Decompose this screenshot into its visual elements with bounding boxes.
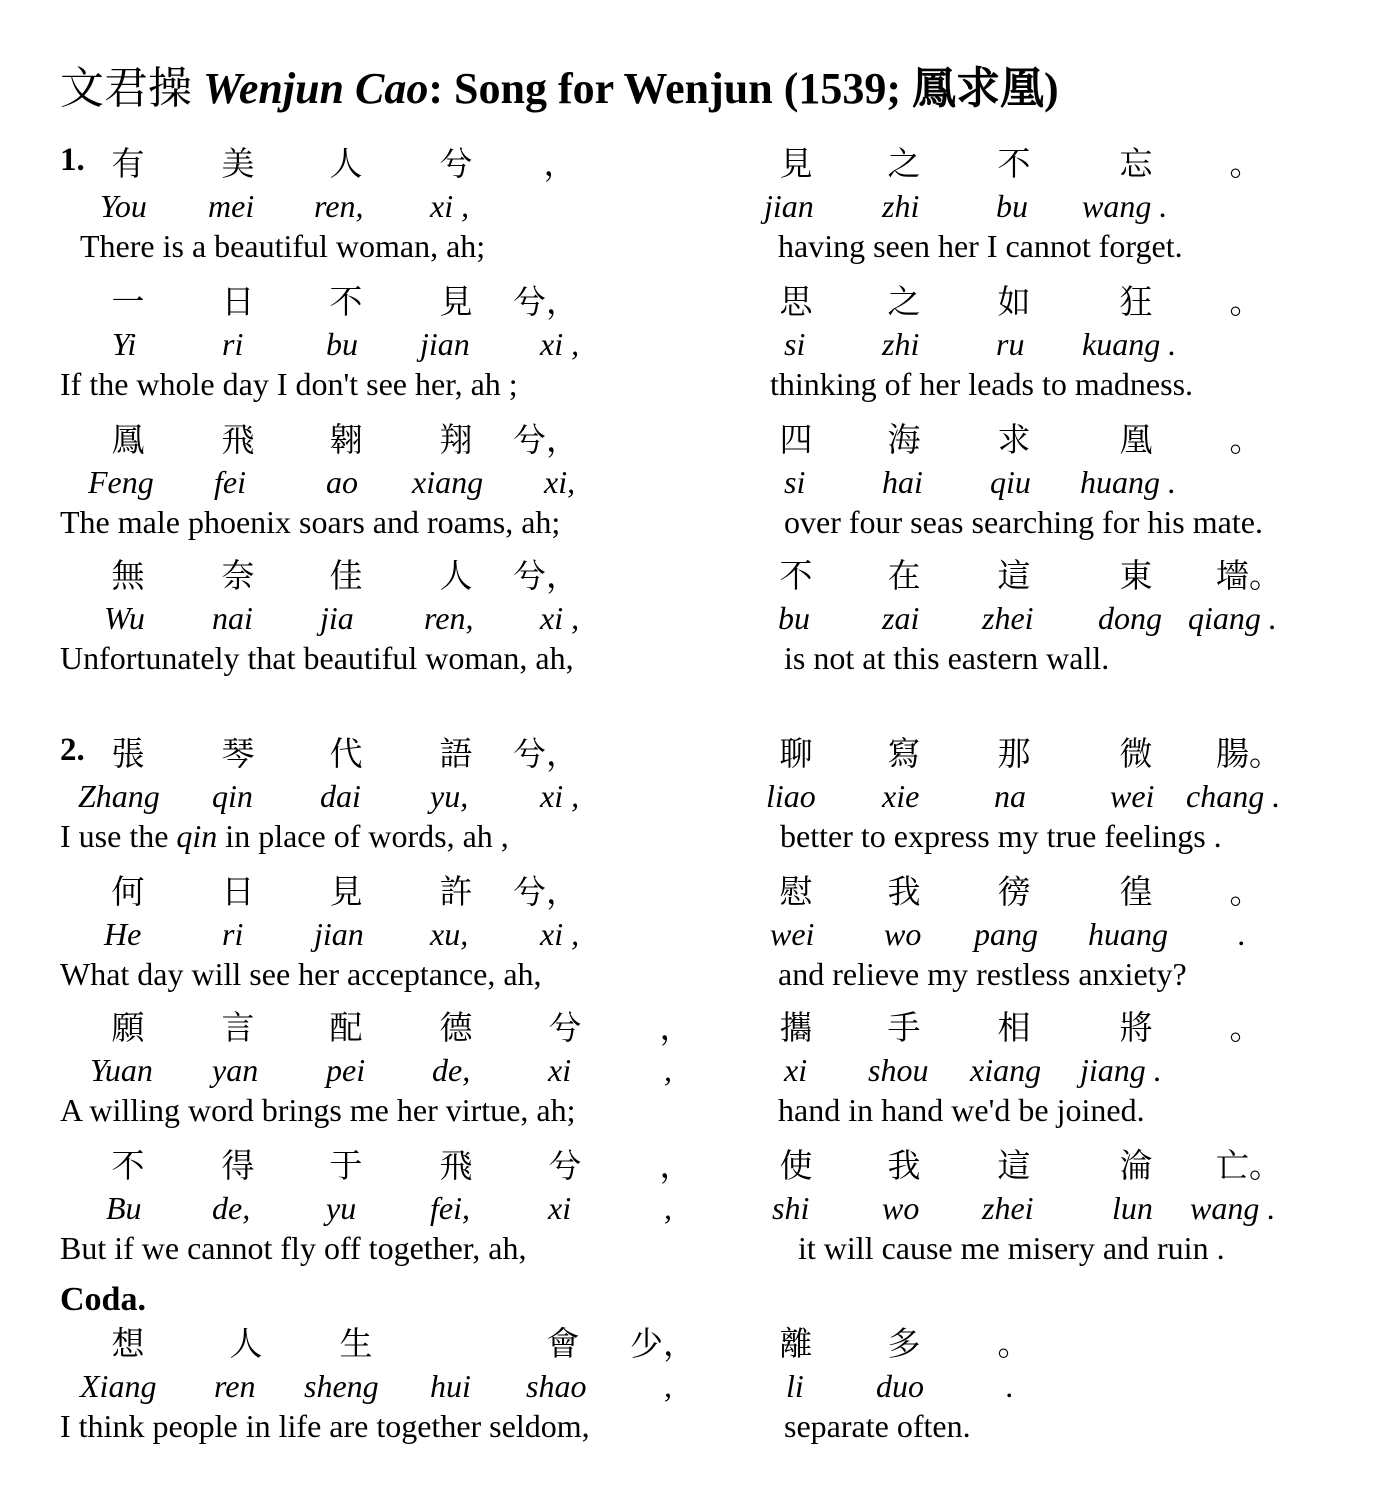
- pinyin-word: xi: [548, 1190, 572, 1226]
- english-text: I use the: [60, 818, 177, 854]
- pinyin-word: ren: [214, 1368, 256, 1404]
- chinese-char: 四: [779, 420, 813, 459]
- pinyin-word: yu,: [430, 778, 469, 814]
- chinese-char: 兮，: [513, 282, 579, 321]
- english-translation: better to express my true feelings .: [780, 818, 1222, 854]
- pinyin-word: jian: [314, 916, 364, 952]
- stanza-number: 1.: [60, 142, 85, 178]
- chinese-char: 飛: [221, 420, 255, 459]
- chinese-char: 如: [997, 282, 1031, 321]
- pinyin-word: xi,: [544, 464, 576, 500]
- pinyin-word: shi: [772, 1190, 810, 1226]
- pinyin-word: yu: [326, 1190, 357, 1226]
- chinese-char: 那: [997, 734, 1031, 773]
- chinese-char: 鳳: [111, 420, 145, 459]
- pinyin-word: fei: [214, 464, 246, 500]
- pinyin-word: qiang .: [1188, 600, 1277, 636]
- pinyin-word: zhei: [982, 600, 1034, 636]
- chinese-char: 相: [997, 1008, 1031, 1047]
- pinyin-word: si: [784, 464, 806, 500]
- pinyin-word: si: [784, 326, 806, 362]
- pinyin-word: bu: [778, 600, 810, 636]
- chinese-char: 配: [329, 1008, 363, 1047]
- chinese-char: 寫: [887, 734, 921, 773]
- pinyin-word: You: [100, 188, 147, 224]
- pinyin-word: ,: [664, 1368, 672, 1404]
- pinyin-word: Yi: [112, 326, 137, 362]
- chinese-char: 不: [779, 556, 813, 595]
- stanza-number: 2.: [60, 732, 85, 768]
- chinese-char: 人: [439, 556, 473, 595]
- chinese-char: 淪: [1119, 1146, 1153, 1185]
- pinyin-word: duo: [876, 1368, 924, 1404]
- pinyin-word: Wu: [104, 600, 145, 636]
- chinese-char: 人: [329, 144, 363, 183]
- chinese-char: 見: [439, 282, 473, 321]
- pinyin-word: xi ,: [540, 326, 580, 362]
- pinyin-word: bu: [326, 326, 358, 362]
- chinese-char: 有: [111, 144, 145, 183]
- chinese-char: 這: [997, 1146, 1031, 1185]
- pinyin-word: dai: [320, 778, 361, 814]
- chinese-char: 徬: [997, 872, 1031, 911]
- chinese-char: 日: [221, 282, 255, 321]
- chinese-char: 聊: [779, 734, 813, 773]
- pinyin-word: jian: [764, 188, 814, 224]
- chinese-char: 會: [546, 1324, 580, 1363]
- english-translation: What day will see her acceptance, ah,: [60, 956, 542, 992]
- chinese-char: ，: [659, 1146, 693, 1185]
- chinese-char: 于: [329, 1146, 363, 1185]
- english-translation: over four seas searching for his mate.: [784, 504, 1263, 540]
- pinyin-word: zhi: [882, 188, 920, 224]
- pinyin-word: ren,: [424, 600, 474, 636]
- coda-label: Coda.: [60, 1281, 146, 1318]
- pinyin-word: xi ,: [430, 188, 470, 224]
- pinyin-word: huang: [1088, 916, 1168, 952]
- chinese-char: 無: [111, 556, 145, 595]
- chinese-char: 少，: [630, 1324, 696, 1363]
- chinese-char: 徨: [1119, 872, 1153, 911]
- pinyin-word: wei: [770, 916, 815, 952]
- chinese-char: 思: [779, 282, 813, 321]
- chinese-char: ，: [659, 1008, 693, 1047]
- english-translation: separate often.: [784, 1408, 971, 1444]
- pinyin-word: mei: [208, 188, 255, 224]
- chinese-char: 飛: [439, 1146, 473, 1185]
- chinese-char: 兮，: [513, 872, 579, 911]
- chinese-char: 語: [439, 734, 473, 773]
- pinyin-word: xu,: [430, 916, 469, 952]
- chinese-char: 。: [1229, 282, 1263, 321]
- chinese-char: 手: [887, 1008, 921, 1047]
- chinese-char: 在: [887, 556, 921, 595]
- chinese-char: 何: [111, 872, 145, 911]
- chinese-char: 東: [1119, 556, 1153, 595]
- pinyin-word: bu: [996, 188, 1028, 224]
- chinese-char: 亡。: [1216, 1146, 1282, 1185]
- pinyin-word: chang .: [1186, 778, 1281, 814]
- chinese-char: 腸。: [1216, 734, 1282, 773]
- pinyin-word: Feng: [88, 464, 154, 500]
- chinese-char: 代: [329, 734, 363, 773]
- chinese-char: 海: [887, 420, 921, 459]
- pinyin-word: xi ,: [540, 600, 580, 636]
- pinyin-word: He: [104, 916, 142, 952]
- english-translation: There is a beautiful woman, ah;: [80, 228, 486, 264]
- chinese-char: 一: [111, 282, 145, 321]
- english-translation: The male phoenix soars and roams, ah;: [60, 504, 561, 540]
- pinyin-word: xi: [548, 1052, 572, 1088]
- chinese-char: 。: [1229, 872, 1263, 911]
- chinese-char: 微: [1119, 734, 1153, 773]
- english-translation: A willing word brings me her virtue, ah;: [60, 1092, 576, 1128]
- title-rest: : Song for Wenjun (1539; 鳳求凰): [428, 64, 1059, 113]
- chinese-char: 不: [997, 144, 1031, 183]
- pinyin-word: pei: [326, 1052, 366, 1088]
- chinese-char: 不: [111, 1146, 145, 1185]
- pinyin-word: ri: [222, 326, 244, 362]
- english-translation: is not at this eastern wall.: [784, 640, 1110, 676]
- chinese-char: 。: [1229, 420, 1263, 459]
- chinese-char: 翔: [439, 420, 473, 459]
- pinyin-word: wang .: [1190, 1190, 1276, 1226]
- chinese-char: 德: [439, 1008, 473, 1047]
- page-title: [60, 52, 1059, 116]
- chinese-char: 。: [1229, 1008, 1263, 1047]
- pinyin-word: pang: [974, 916, 1038, 952]
- chinese-char: 兮，: [513, 420, 579, 459]
- chinese-char: 兮: [548, 1146, 582, 1185]
- pinyin-word: dong: [1098, 600, 1162, 636]
- chinese-char: 之: [887, 144, 921, 183]
- title-italic: Wenjun Cao: [203, 64, 429, 113]
- chinese-char: 我: [887, 1146, 921, 1185]
- pinyin-word: shou: [868, 1052, 929, 1088]
- pinyin-word: zhi: [882, 326, 920, 362]
- chinese-char: 生: [339, 1324, 373, 1363]
- chinese-char: 這: [997, 556, 1031, 595]
- chinese-char: 兮，: [513, 556, 579, 595]
- chinese-char: 美: [221, 144, 255, 183]
- english-translation: [60, 816, 509, 856]
- chinese-char: 翱: [329, 420, 363, 459]
- pinyin-word: xi ,: [540, 916, 580, 952]
- chinese-char: ，: [543, 144, 577, 183]
- pinyin-word: na: [994, 778, 1026, 814]
- chinese-char: 慰: [779, 872, 813, 911]
- chinese-char: 將: [1119, 1008, 1153, 1047]
- chinese-char: 見: [779, 144, 813, 183]
- pinyin-word: shao: [526, 1368, 587, 1404]
- english-translation: If the whole day I don't see her, ah ;: [60, 366, 518, 402]
- chinese-char: 奈: [221, 556, 255, 595]
- chinese-char: 求: [997, 420, 1031, 459]
- chinese-char: 得: [221, 1146, 255, 1185]
- chinese-char: 凰: [1119, 420, 1153, 459]
- pinyin-word: wo: [882, 1190, 920, 1226]
- pinyin-word: jian: [420, 326, 470, 362]
- pinyin-word: ru: [996, 326, 1025, 362]
- pinyin-word: fei,: [430, 1190, 470, 1226]
- chinese-char: 狂: [1119, 282, 1153, 321]
- chinese-char: 忘: [1119, 144, 1153, 183]
- chinese-char: 。: [997, 1324, 1031, 1363]
- chinese-char: 日: [221, 872, 255, 911]
- pinyin-word: yan: [212, 1052, 259, 1088]
- pinyin-word: hai: [882, 464, 923, 500]
- pinyin-word: de,: [432, 1052, 471, 1088]
- chinese-char: 多: [887, 1324, 921, 1363]
- pinyin-word: xiang: [412, 464, 484, 500]
- pinyin-word: sheng: [304, 1368, 379, 1404]
- chinese-char: 許: [439, 872, 473, 911]
- pinyin-word: kuang .: [1082, 326, 1177, 362]
- pinyin-word: Zhang: [78, 778, 160, 814]
- pinyin-word: zhei: [982, 1190, 1034, 1226]
- pinyin-word: hui: [430, 1368, 471, 1404]
- chinese-char: 不: [329, 282, 363, 321]
- english-translation: Unfortunately that beautiful woman, ah,: [60, 640, 574, 676]
- pinyin-word: xie: [882, 778, 920, 814]
- english-translation: thinking of her leads to madness.: [770, 366, 1194, 402]
- english-translation: I think people in life are together seldom,: [60, 1408, 590, 1444]
- chinese-char: 攜: [779, 1008, 813, 1047]
- pinyin-word: .: [1006, 1368, 1014, 1404]
- english-translation: and relieve my restless anxiety?: [778, 956, 1187, 992]
- chinese-char: 琴: [221, 734, 255, 773]
- chinese-char: 張: [111, 734, 145, 773]
- pinyin-word: ,: [664, 1052, 672, 1088]
- chinese-char: 兮: [439, 144, 473, 183]
- pinyin-word: qiu: [990, 464, 1031, 500]
- english-translation: it will cause me misery and ruin .: [798, 1230, 1225, 1266]
- pinyin-word: qin: [212, 778, 253, 814]
- chinese-char: 願: [111, 1008, 145, 1047]
- chinese-char: 佳: [329, 556, 363, 595]
- pinyin-word: ao: [326, 464, 358, 500]
- pinyin-word: ,: [664, 1190, 672, 1226]
- chinese-char: 想: [111, 1324, 145, 1363]
- pinyin-word: Xiang: [80, 1368, 157, 1404]
- chinese-char: 見: [329, 872, 363, 911]
- pinyin-word: Bu: [106, 1190, 142, 1226]
- title-chinese: 文君操: [60, 63, 192, 114]
- chinese-char: 之: [887, 282, 921, 321]
- pinyin-word: xi: [784, 1052, 808, 1088]
- chinese-char: 我: [887, 872, 921, 911]
- pinyin-word: xi ,: [540, 778, 580, 814]
- english-text: in place of words, ah ,: [217, 818, 509, 854]
- english-italic-term: qin: [176, 818, 218, 854]
- chinese-char: 兮: [548, 1008, 582, 1047]
- pinyin-word: wei: [1110, 778, 1155, 814]
- pinyin-word: nai: [212, 600, 253, 636]
- pinyin-word: huang .: [1080, 464, 1176, 500]
- pinyin-word: zai: [882, 600, 920, 636]
- chinese-char: 言: [221, 1008, 255, 1047]
- pinyin-word: wang .: [1082, 188, 1168, 224]
- pinyin-word: lun: [1112, 1190, 1153, 1226]
- chinese-char: 使: [779, 1146, 813, 1185]
- pinyin-word: jia: [320, 600, 354, 636]
- chinese-char: 。: [1229, 144, 1263, 183]
- pinyin-word: wo: [884, 916, 922, 952]
- english-translation: But if we cannot fly off together, ah,: [60, 1230, 527, 1266]
- chinese-char: 人: [229, 1324, 263, 1363]
- chinese-char: 離: [779, 1324, 813, 1363]
- pinyin-word: liao: [766, 778, 816, 814]
- english-translation: hand in hand we'd be joined.: [778, 1092, 1145, 1128]
- pinyin-word: li: [786, 1368, 804, 1404]
- chinese-char: 墻。: [1216, 556, 1282, 595]
- pinyin-word: xiang: [970, 1052, 1042, 1088]
- pinyin-word: .: [1238, 916, 1246, 952]
- pinyin-word: ri: [222, 916, 244, 952]
- pinyin-word: Yuan: [90, 1052, 153, 1088]
- pinyin-word: jiang .: [1080, 1052, 1162, 1088]
- english-translation: having seen her I cannot forget.: [778, 228, 1183, 264]
- pinyin-word: ren,: [314, 188, 364, 224]
- chinese-char: 兮，: [513, 734, 579, 773]
- pinyin-word: de,: [212, 1190, 251, 1226]
